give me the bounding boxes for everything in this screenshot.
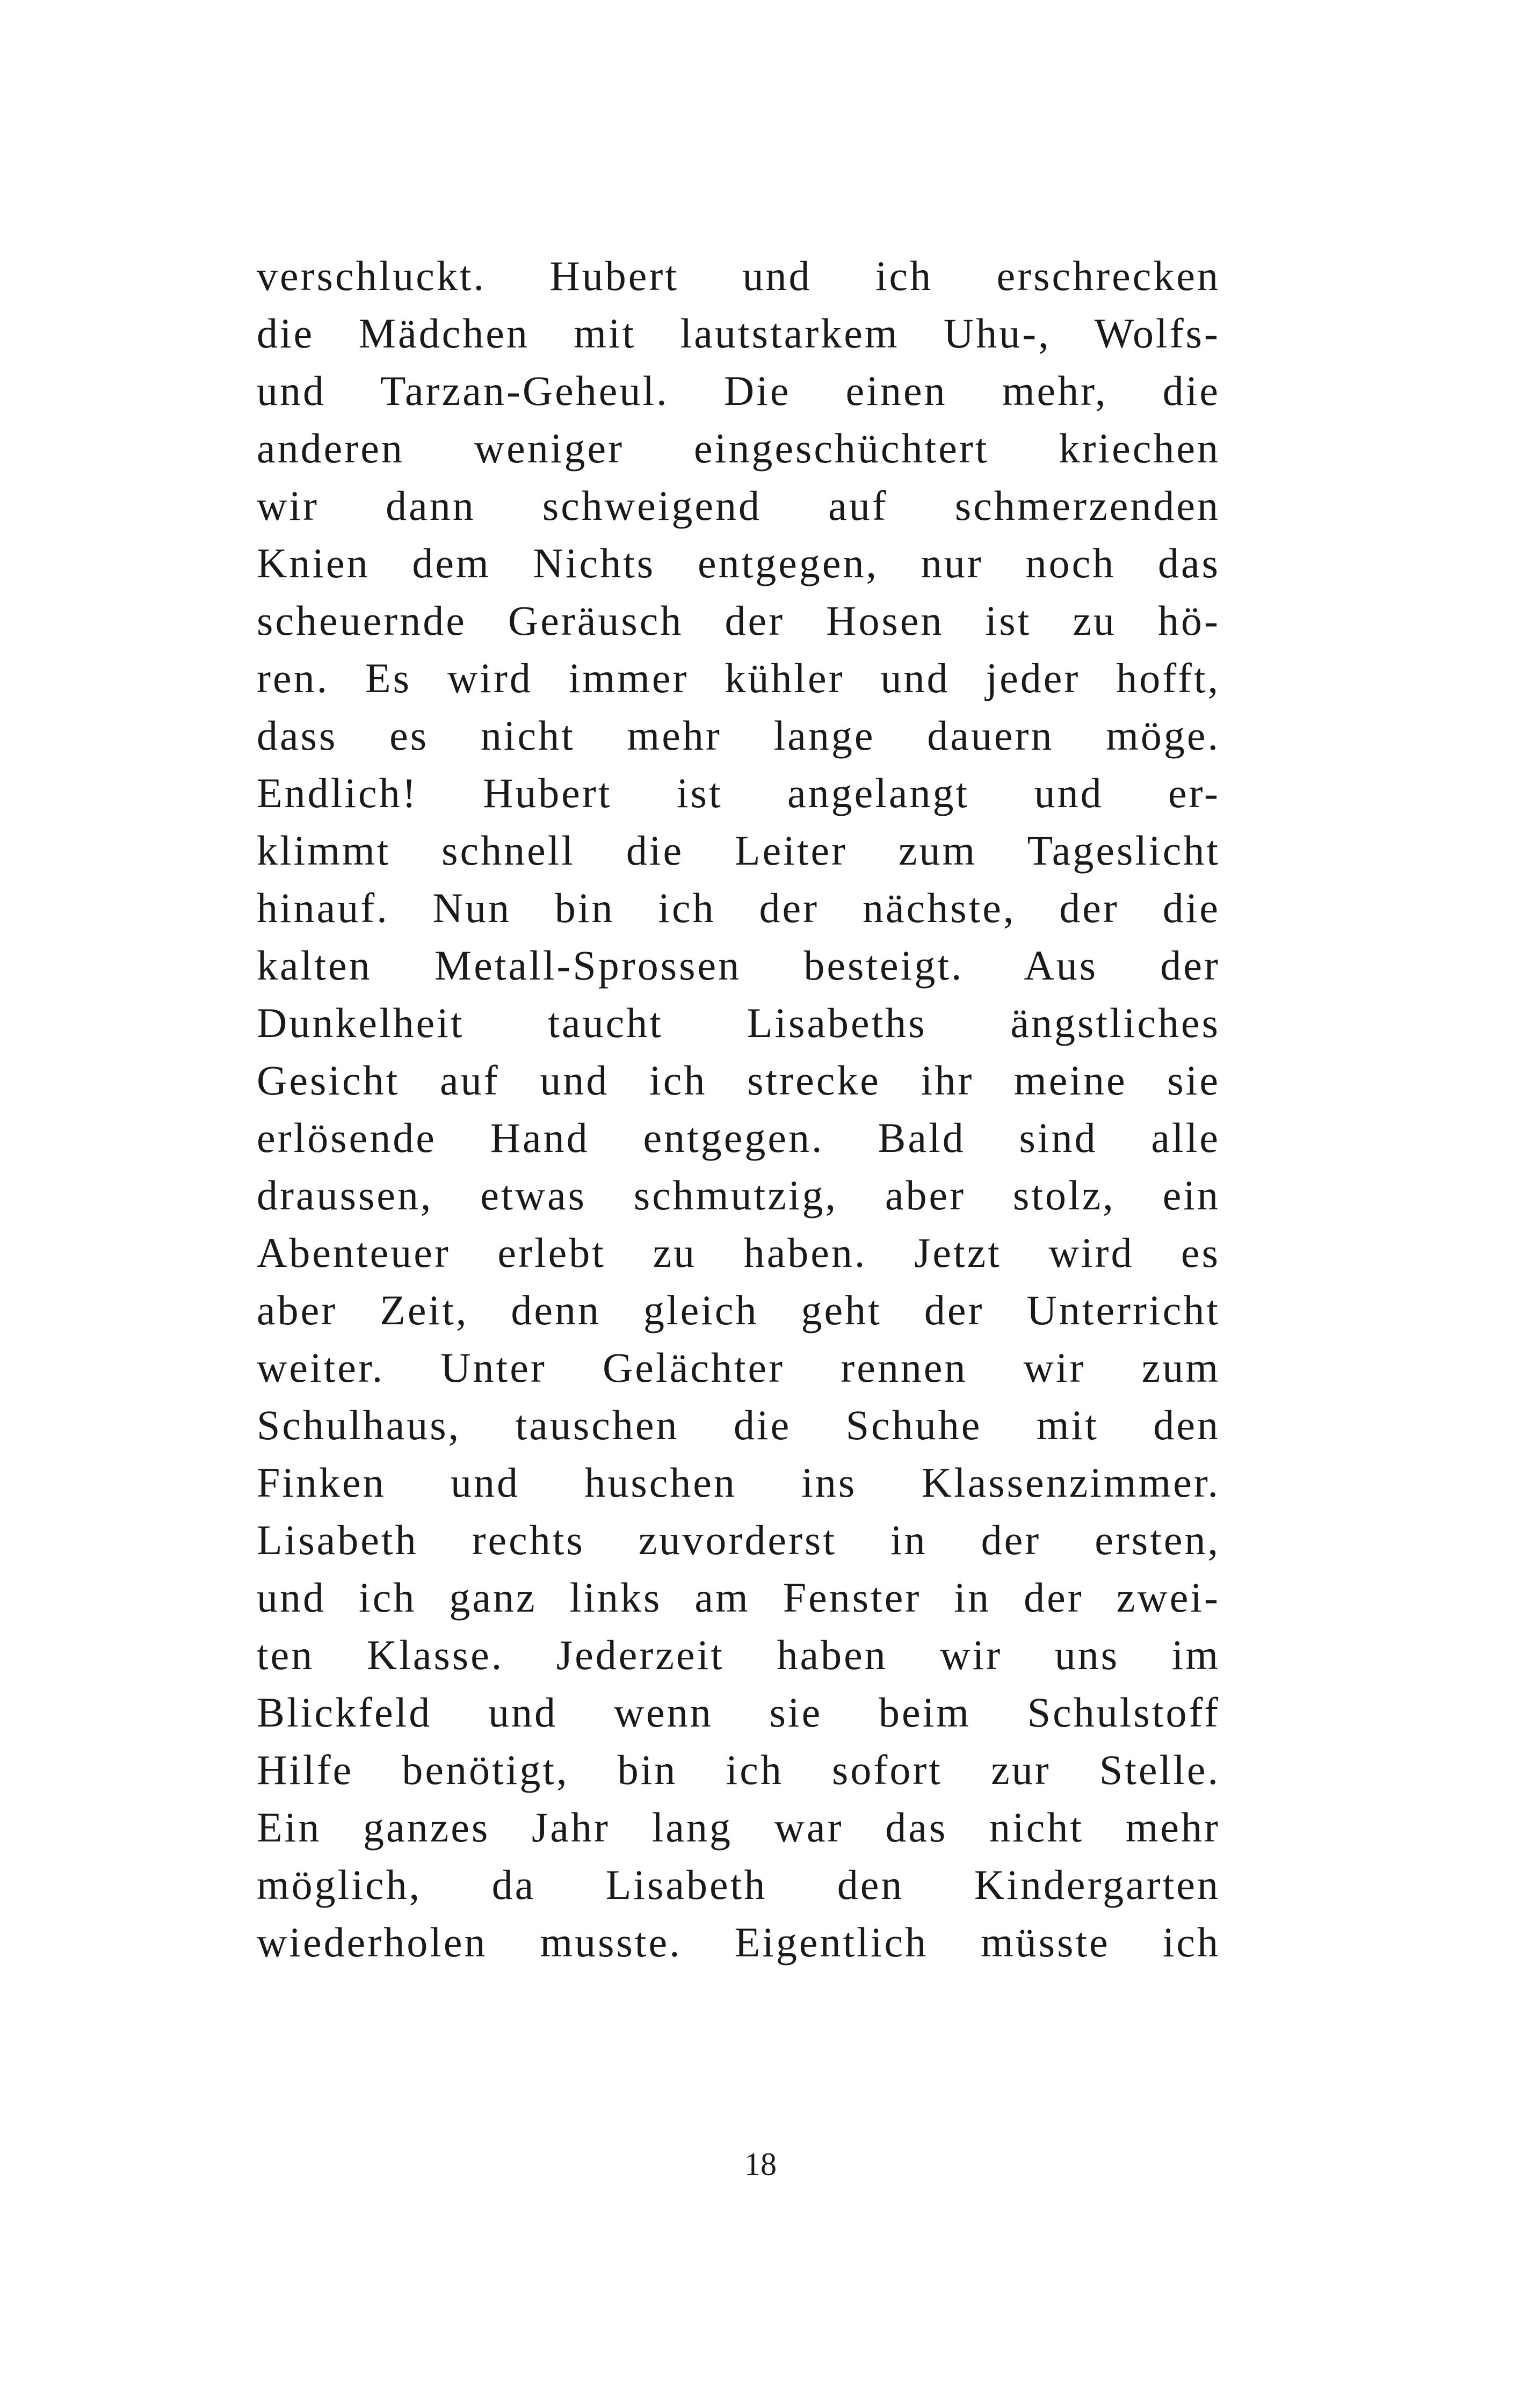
text-line: wir dann schweigend auf schmerzenden [257,482,1220,529]
text-line: Endlich! Hubert ist angelangt und er- [257,770,1220,816]
text-line: scheuernde Geräusch der Hosen ist zu hö- [257,597,1220,644]
text-line: Ein ganzes Jahr lang war das nicht mehr [257,1804,1220,1851]
text-line: Knien dem Nichts entgegen, nur noch das [257,540,1220,586]
text-line: hinauf. Nun bin ich der nächste, der die [257,884,1220,931]
text-line: Hilfe benötigt, bin ich sofort zur Stelle. [257,1746,1220,1793]
text-line: Abenteuer erlebt zu haben. Jetzt wird es [257,1229,1220,1276]
text-line: erlösende Hand entgegen. Bald sind alle [257,1114,1220,1161]
text-line: Finken und huschen ins Klassenzimmer. [257,1459,1220,1506]
page-number: 18 [744,2146,777,2182]
text-line: verschluckt. Hubert und ich erschrecken [257,252,1220,299]
text-line: aber Zeit, denn gleich geht der Unterricht [257,1287,1220,1333]
text-line: Lisabeth rechts zuvorderst in der ersten, [257,1517,1220,1563]
text-line: möglich, da Lisabeth den Kindergarten [257,1861,1220,1908]
text-line: draussen, etwas schmutzig, aber stolz, ein [257,1172,1220,1218]
text-line: Blickfeld und wenn sie beim Schulstoff [257,1689,1220,1736]
text-line: weiter. Unter Gelächter rennen wir zum [257,1344,1220,1391]
text-line: die Mädchen mit lautstarkem Uhu-, Wolfs- [257,310,1220,357]
text-line: ren. Es wird immer kühler und jeder hofft, [257,655,1220,701]
text-line: anderen weniger eingeschüchtert kriechen [257,425,1220,472]
text-line: ten Klasse. Jederzeit haben wir uns im [257,1631,1220,1678]
text-line: dass es nicht mehr lange dauern möge. [257,712,1220,759]
text-line: und ich ganz links am Fenster in der zwei- [257,1574,1220,1621]
text-line: Dunkelheit taucht Lisabeths ängstliches [257,999,1220,1046]
body-text [257,247,1220,1971]
text-line: Schulhaus, tauschen die Schuhe mit den [257,1402,1220,1448]
text-line: klimmt schnell die Leiter zum Tageslicht [257,827,1220,874]
text-line: kalten Metall-Sprossen besteigt. Aus der [257,942,1220,989]
text-line: Gesicht auf und ich strecke ihr meine sie [257,1057,1220,1104]
text-line: wiederholen musste. Eigentlich müsste ich [257,1919,1220,1965]
text-line: und Tarzan-Geheul. Die einen mehr, die [257,367,1220,414]
